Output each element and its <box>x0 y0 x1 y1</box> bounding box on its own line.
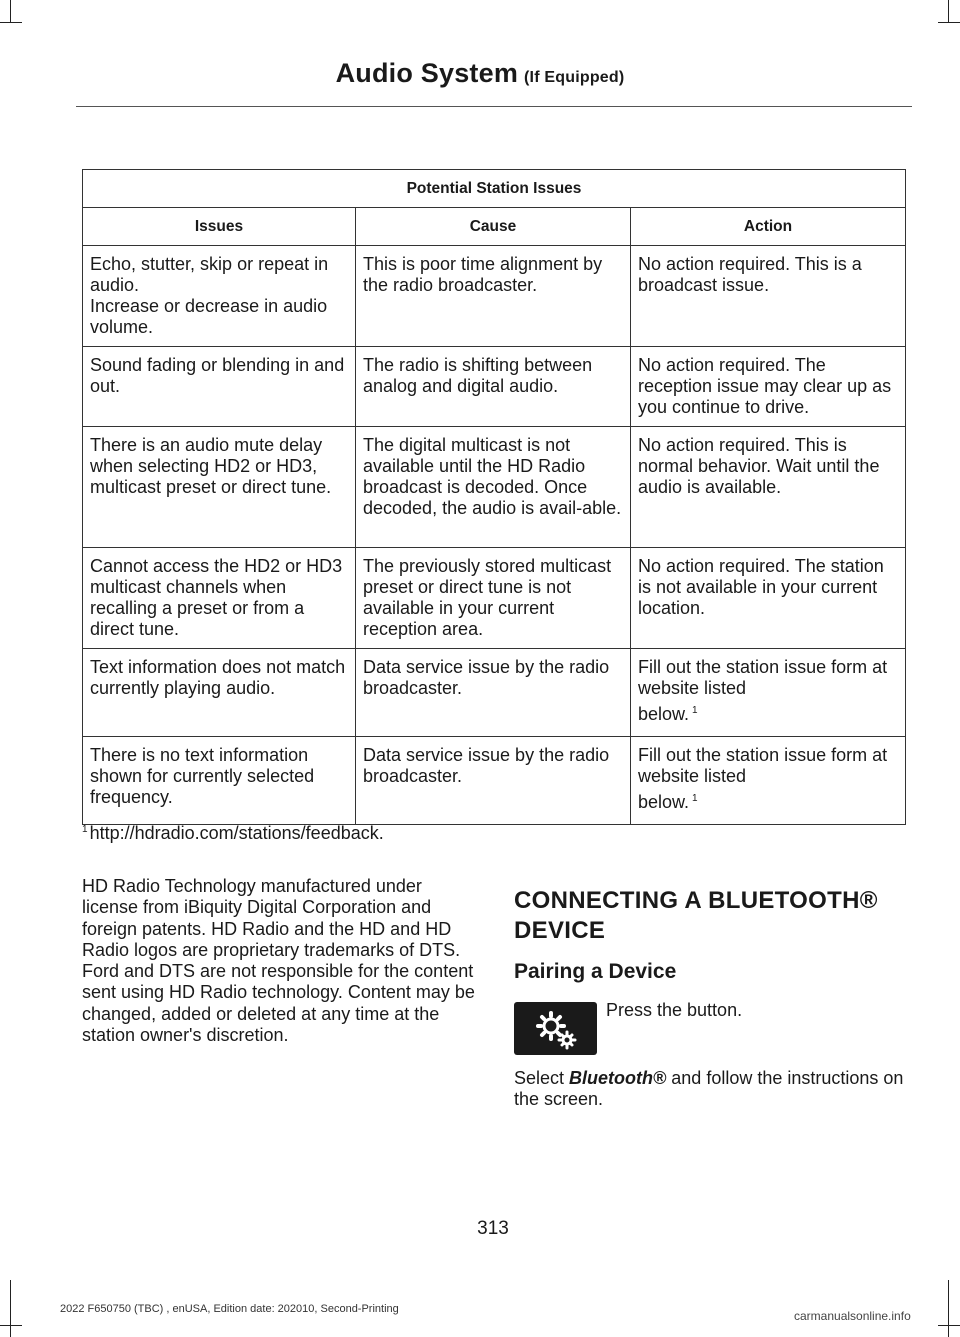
table-footnote <box>82 823 384 844</box>
action-below-line <box>638 792 898 813</box>
issue-cell: Cannot access the HD2 or HD3 multicast channels when recalling a preset or from a direct tune. <box>83 548 356 649</box>
select-instruction <box>514 1068 914 1111</box>
table-caption: Potential Station Issues <box>83 170 906 208</box>
crop-mark <box>0 1325 22 1326</box>
cause-cell: Data service issue by the radio broadcaster. <box>356 649 631 737</box>
page-number: 313 <box>477 1218 509 1239</box>
issue-cell: Text information does not match currently playing audio. <box>83 649 356 737</box>
issue-extra-text: Increase or decrease in audio volume. <box>90 296 328 337</box>
issue-cell: There is an audio mute delay when selecting HD2 or HD3, multicast preset or direct tune. <box>83 427 356 548</box>
action-cell <box>631 649 906 737</box>
crop-mark <box>0 22 22 23</box>
footnote-text: http://hdradio.com/stations/feedback. <box>89 823 384 843</box>
action-cell: No action required. This is normal behavior. Wait until the audio is available. <box>631 427 906 548</box>
cause-cell: The radio is shifting between analog and digital audio. <box>356 347 631 427</box>
crop-mark <box>10 1280 11 1337</box>
footnote-reference: 1 <box>692 793 698 804</box>
bluetooth-menu-term: Bluetooth® <box>569 1068 667 1088</box>
action-cell: No action required. The reception issue may clear up as you continue to drive. <box>631 347 906 427</box>
crop-mark <box>938 22 960 23</box>
page-header-title <box>0 58 960 89</box>
hd-radio-license-paragraph: HD Radio Technology manufactured under license from iBiquity Digital Corporation and foreign patents. HD Radio and the HD and HD Radio logos are proprietary trademarks of DTS. Ford and DTS are not responsible for the content sent using HD Radio technology. Content may be changed, added or deleted at any time at the station owner's discretion. <box>82 876 475 1046</box>
crop-mark <box>938 1325 960 1326</box>
table-row <box>83 649 906 737</box>
action-cell <box>631 737 906 825</box>
bluetooth-section <box>514 886 914 1110</box>
column-header-action: Action <box>631 208 906 246</box>
action-cell: No action required. The station is not available in your current location. <box>631 548 906 649</box>
column-header-cause: Cause <box>356 208 631 246</box>
header-title-text: Audio System <box>335 58 519 88</box>
issue-cell <box>83 246 356 347</box>
cause-cell: The previously stored multicast preset or direct tune is not available in your current reception area. <box>356 548 631 649</box>
cause-cell: The digital multicast is not available until the HD Radio broadcast is decoded. Once decoded, the audio is avail-able. <box>356 427 631 548</box>
cause-cell: This is poor time alignment by the radio broadcaster. <box>356 246 631 347</box>
issue-cell: Sound fading or blending in and out. <box>83 347 356 427</box>
footnote-reference: 1 <box>692 705 698 716</box>
crop-mark <box>10 0 11 22</box>
table-row <box>83 737 906 825</box>
press-instruction: Press the button. <box>606 1000 743 1020</box>
column-header-issues: Issues <box>83 208 356 246</box>
station-issues-table <box>82 169 906 825</box>
action-text: Fill out the station issue form at website listed <box>638 745 888 786</box>
settings-gears-icon <box>514 1002 597 1055</box>
edition-footer: 2022 F650750 (TBC) , enUSA, Edition date: 202010, Second-Printing <box>60 1303 399 1315</box>
table-row <box>83 347 906 427</box>
site-watermark: carmanualsonline.info <box>794 1309 911 1323</box>
section-heading: CONNECTING A BLUETOOTH® DEVICE <box>514 887 878 944</box>
action-below-text: below. <box>638 792 690 812</box>
table-row <box>83 548 906 649</box>
issue-text: Echo, stutter, skip or repeat in audio. <box>90 254 329 295</box>
crop-mark <box>948 1280 949 1337</box>
select-prefix: Select <box>514 1068 570 1088</box>
section-subheading: Pairing a Device <box>514 960 677 983</box>
select-suffix: and follow the instructions on the screen. <box>514 1068 904 1110</box>
footnote-marker: 1 <box>82 824 88 835</box>
action-cell: No action required. This is a broadcast issue. <box>631 246 906 347</box>
gears-svg <box>514 1002 597 1055</box>
table-row <box>83 427 906 548</box>
table-row <box>83 246 906 347</box>
action-text: Fill out the station issue form at website listed <box>638 657 888 698</box>
action-below-text: below. <box>638 704 690 724</box>
crop-mark <box>948 0 949 22</box>
cause-cell: Data service issue by the radio broadcaster. <box>356 737 631 825</box>
action-below-line <box>638 704 898 725</box>
issue-cell: There is no text information shown for currently selected frequency. <box>83 737 356 825</box>
header-divider <box>76 106 912 107</box>
header-subtitle: (If Equipped) <box>524 69 625 86</box>
